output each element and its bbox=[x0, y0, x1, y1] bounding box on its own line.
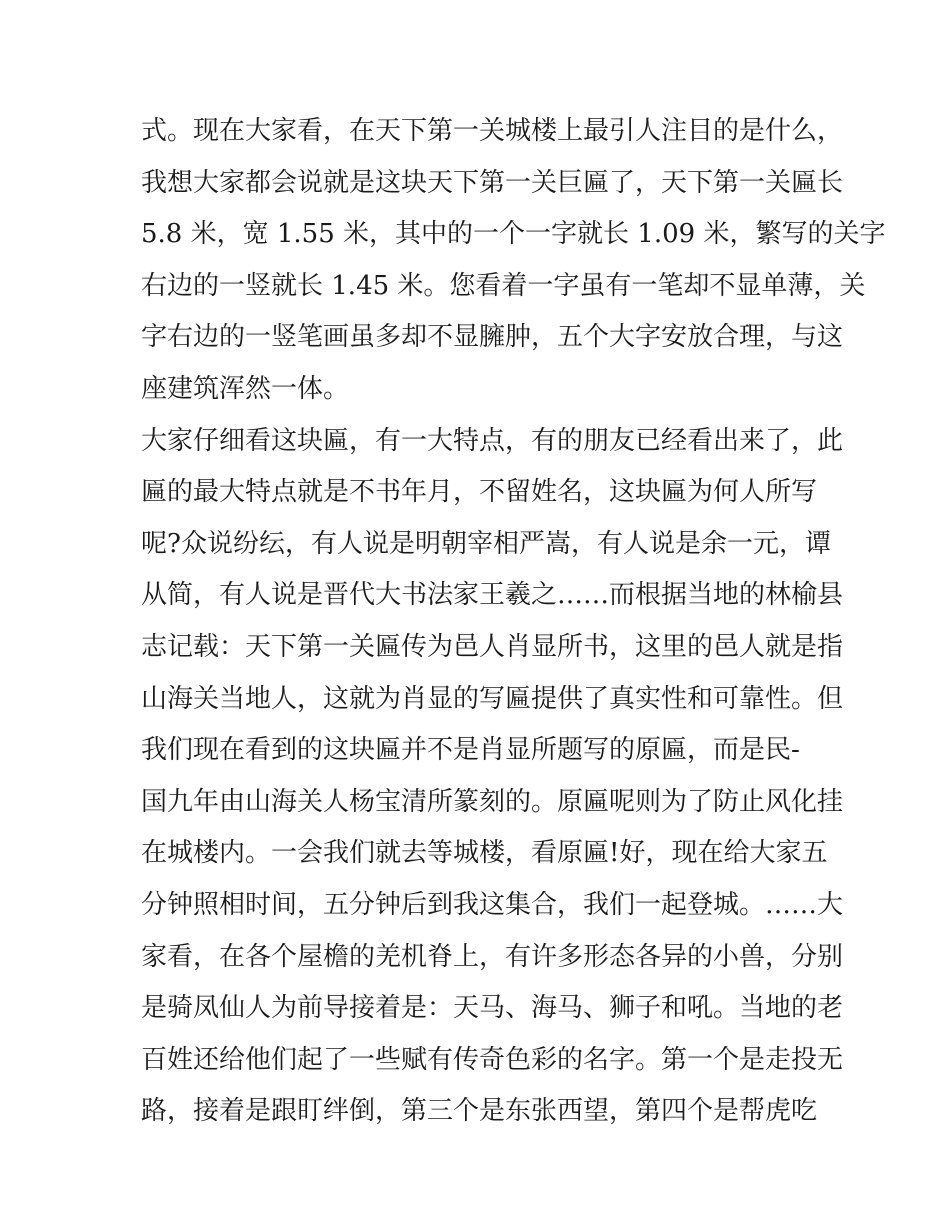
text-line: 百姓还给他们起了一些赋有传奇色彩的名字。第一个是走投无 bbox=[141, 1044, 844, 1075]
body-text bbox=[141, 106, 886, 1138]
text-line: 山海关当地人，这就为肖显的写匾提供了真实性和可靠性。但 bbox=[141, 683, 844, 714]
text-line: 座建筑浑然一体。 bbox=[141, 373, 350, 404]
text-line: 大家仔细看这块匾，有一大特点，有的朋友已经看出来了，此 bbox=[141, 425, 844, 456]
text-line: 在城楼内。一会我们就去等城楼，看原匾!好，现在给大家五 bbox=[141, 838, 828, 869]
text-line: 字右边的一竖笔画虽多却不显臃肿，五个大字安放合理，与这 bbox=[141, 322, 844, 353]
text-line: 是骑凤仙人为前导接着是：天马、海马、狮子和吼。当地的老 bbox=[141, 993, 844, 1024]
text-line: 右边的一竖就长 1.45 米。您看着一字虽有一笔却不显单薄，关 bbox=[141, 270, 866, 301]
text-line: 我们现在看到的这块匾并不是肖显所题写的原匾，而是民- bbox=[141, 735, 800, 766]
text-line: 我想大家都会说就是这块天下第一关巨匾了，天下第一关匾长 bbox=[141, 167, 844, 198]
text-line: 从简，有人说是晋代大书法家王羲之……而根据当地的林榆县 bbox=[141, 580, 844, 611]
text-line: 分钟照相时间，五分钟后到我这集合，我们一起登城。……大 bbox=[141, 889, 844, 920]
text-line: 式。现在大家看，在天下第一关城楼上最引人注目的是什么， bbox=[141, 116, 844, 146]
text-line: 匾的最大特点就是不书年月，不留姓名，这块匾为何人所写 bbox=[141, 477, 818, 508]
text-line: 家看，在各个屋檐的羌机脊上，有许多形态各异的小兽，分别 bbox=[141, 941, 844, 972]
text-line: 国九年由山海关人杨宝清所篆刻的。原匾呢则为了防止风化挂 bbox=[141, 786, 844, 817]
text-line: 志记载：天下第一关匾传为邑人肖显所书，这里的邑人就是指 bbox=[141, 631, 844, 662]
text-line: 5.8 米，宽 1.55 米，其中的一个一字就长 1.09 米，繁写的关字 bbox=[141, 219, 886, 250]
text-line: 路，接着是跟盯绊倒，第三个是东张西望，第四个是帮虎吃 bbox=[141, 1096, 818, 1127]
text-line: 呢?众说纷纭，有人说是明朝宰相严嵩，有人说是余一元，谭 bbox=[141, 528, 831, 559]
